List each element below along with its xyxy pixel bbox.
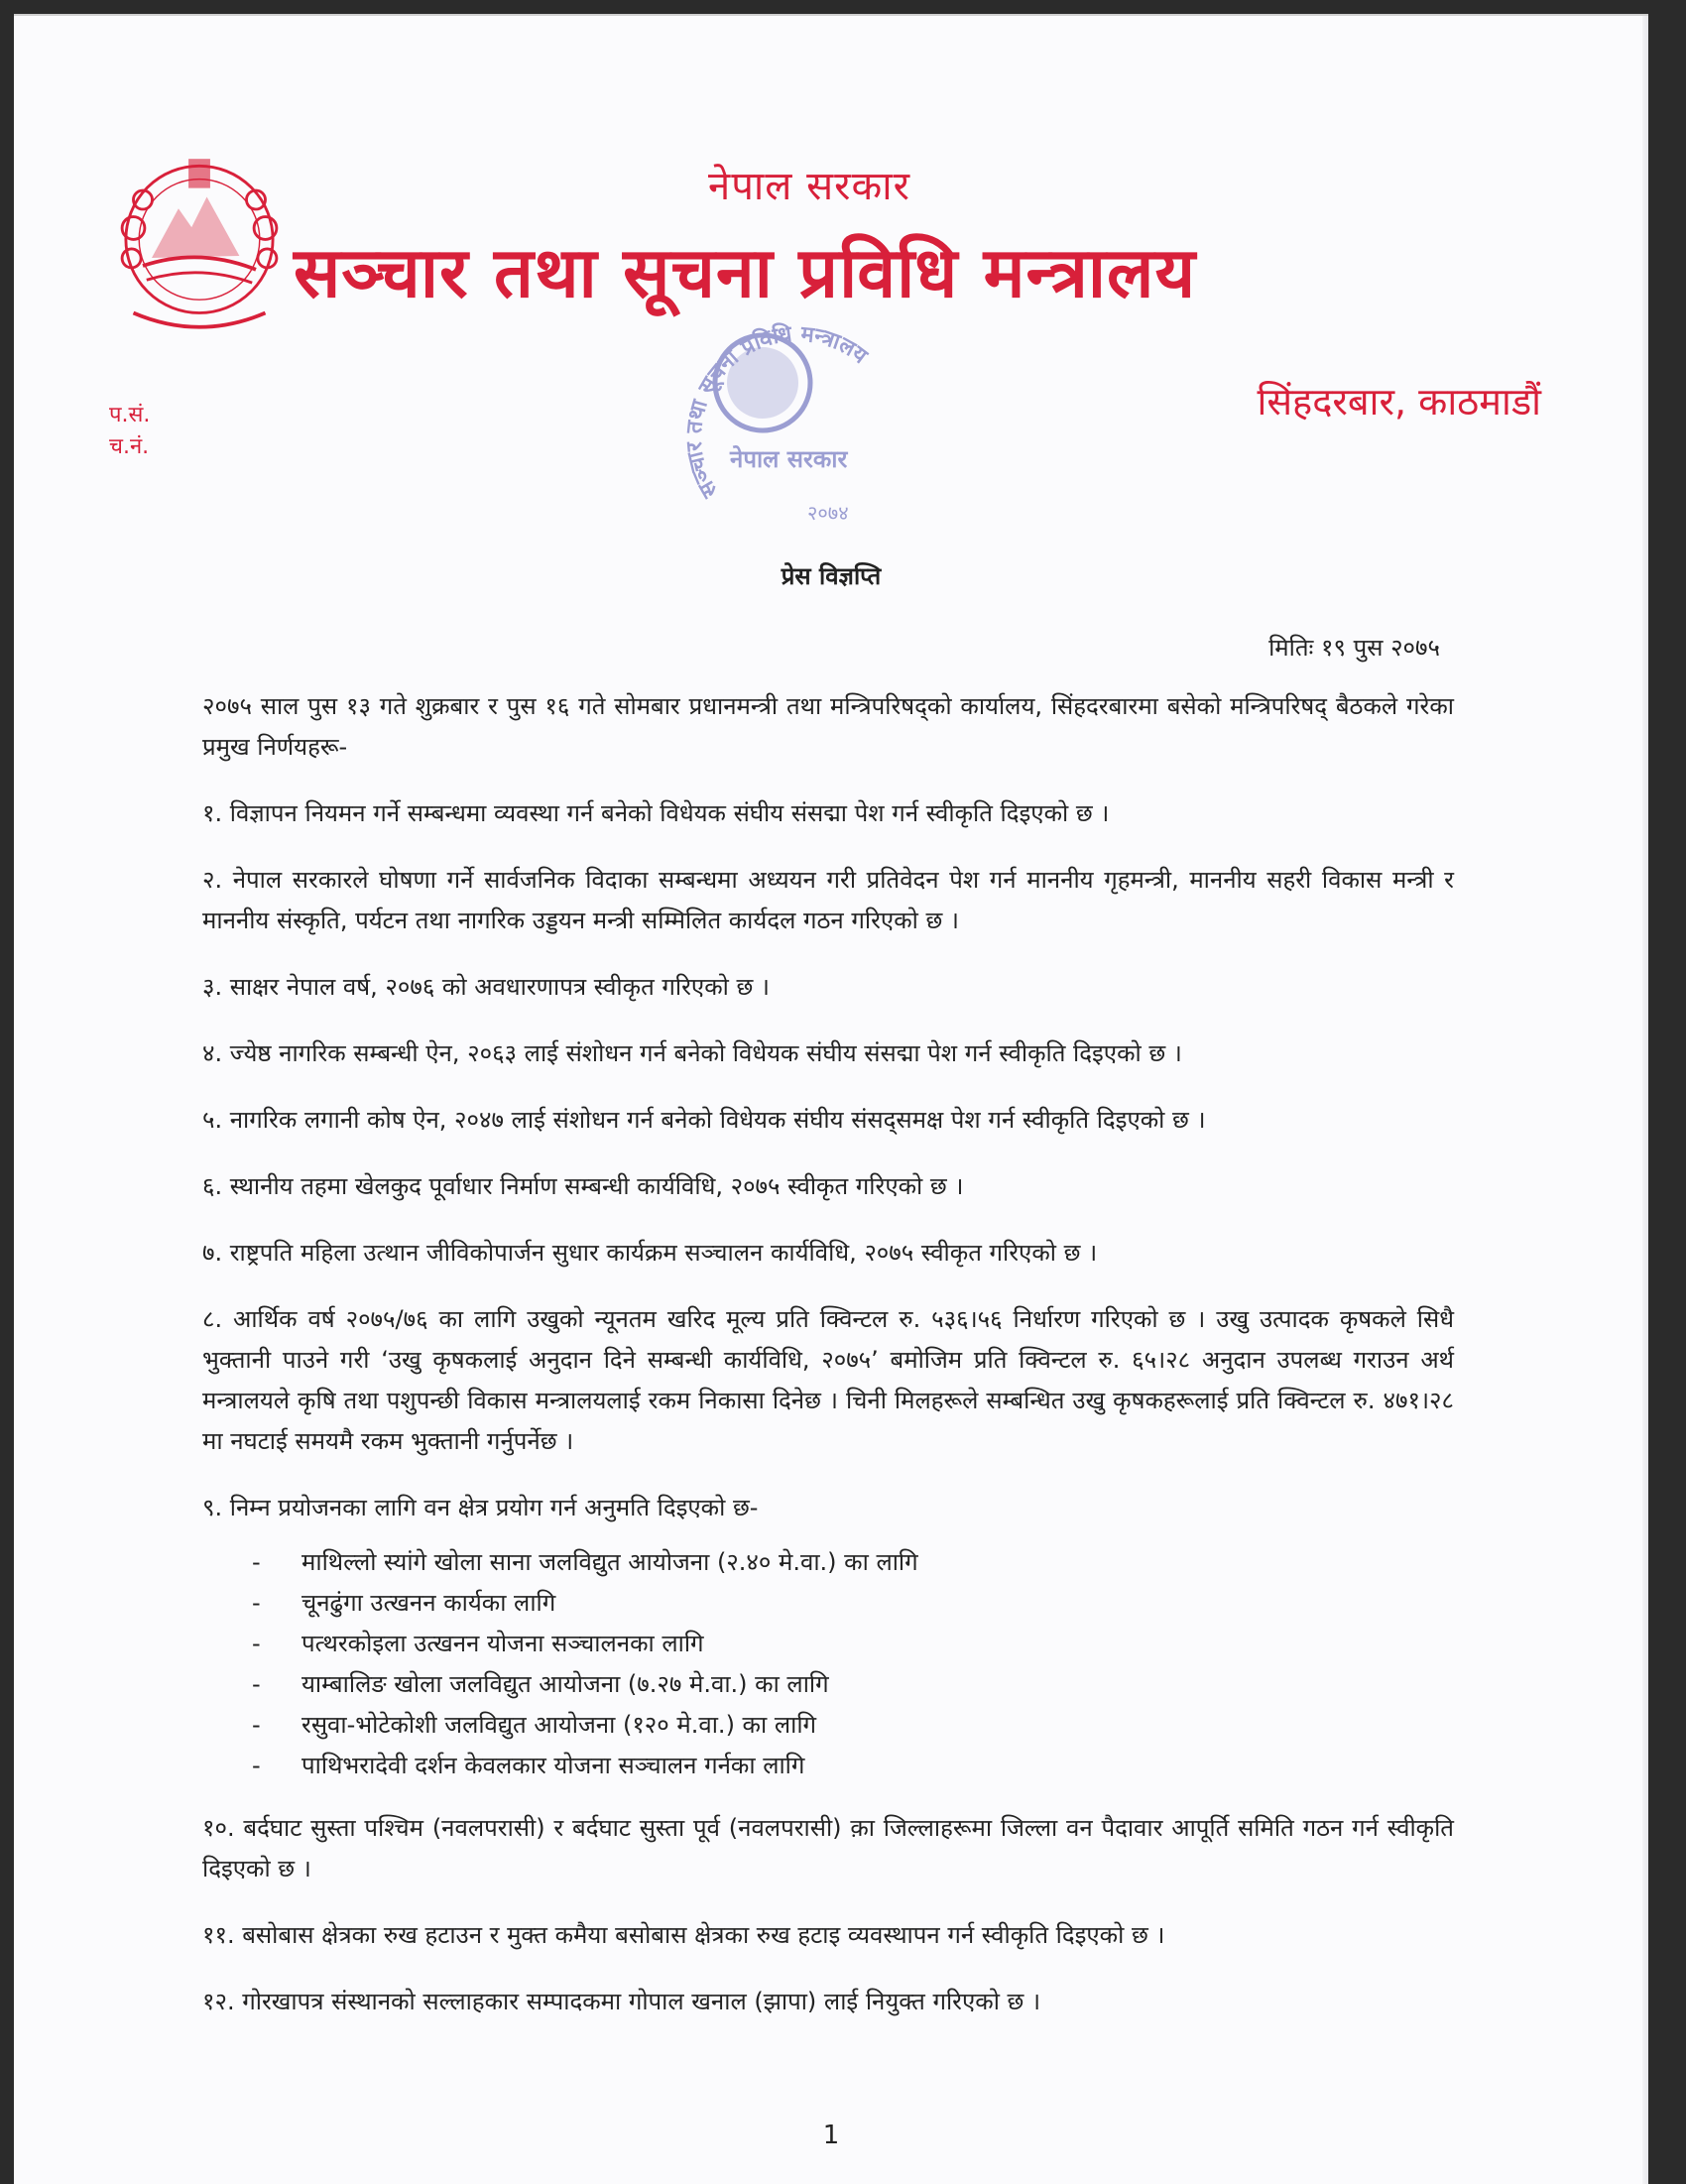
page-number: 1 [822, 2121, 840, 2150]
decision-6: ६. स्थानीय तहमा खेलकुद पूर्वाधार निर्माण सम्बन्धी कार्यविधि, २०७५ स्वीकृत गरिएको छ । [202, 1172, 964, 1200]
document-page [14, 14, 1648, 2184]
stamp-line1: नेपाल सरकार [730, 445, 848, 473]
decision-11: ११. बसोबास क्षेत्रका रुख हटाउन र मुक्त कमैया बसोबास क्षेत्रका रुख हटाइ व्यवस्थापन गर्न स्वीकृति दिइएको छ । [202, 1921, 1165, 1949]
document-title: प्रेस विज्ञप्ति [781, 562, 882, 590]
list-item: - याम्बालिङ खोला जलविद्युत आयोजना (७.२७ मे.वा.) का लागि [252, 1664, 1454, 1705]
list-item: - पाथिभरादेवी दर्शन केवलकार योजना सञ्चालन गर्नका लागि [252, 1746, 1454, 1786]
decision-9: ९. निम्न प्रयोजनका लागि वन क्षेत्र प्रयोग गर्न अनुमति दिइएको छ- [202, 1494, 759, 1521]
document-body [202, 686, 1454, 2048]
reference-number-label: प.सं. [109, 403, 151, 427]
decision-12: १२. गोरखापत्र संस्थानको सल्लाहकार सम्पादकमा गोपाल खनाल (झापा) लाई नियुक्त गरिएको छ । [202, 1988, 1041, 2015]
list-item: - माथिल्लो स्यांगे खोला साना जलविद्युत आयोजना (२.४० मे.वा.) का लागि [252, 1542, 1454, 1583]
decision-8: ८. आर्थिक वर्ष २०७५/७६ का लागि उखुको न्यूनतम खरिद मूल्य प्रति क्विन्टल रु. ५३६।५६ निर्धारण गरिएको छ । उखु उत्पादक कृषकले सिधै भुक्तानी पाउने गरी ‘उखु कृषकलाई अनुदान दिने सम्बन्धी कार्यविधि, २०७५’ बमोजिम प्रति क्विन्टल रु. ६५।२८ अनुदान उपलब्ध गराउन अर्थ मन्त्रालयले कृषि तथा पशुपन्छी विकास मन्त्रालयलाई रकम निकासा दिनेछ । चिनी मिलहरूले सम्बन्धित उखु कृषकहरूलाई प्रति क्विन्टल रु. ४७१।२८ मा नघटाई समयमै रकम भुक्तानी गर्नुपर्नेछ । [202, 1305, 1454, 1455]
nepal-emblem-icon [105, 153, 294, 341]
list-item: - पत्थरकोइला उत्खनन योजना सञ्चालनका लागि [252, 1624, 1454, 1664]
decision-4: ४. ज्येष्ठ नागरिक सम्बन्धी ऐन, २०६३ लाई संशोधन गर्न बनेको विधेयक संघीय संसद्मा पेश गर्न स्वीकृति दिइएको छ । [202, 1039, 1182, 1067]
official-stamp [659, 294, 906, 532]
decision-7: ७. राष्ट्रपति महिला उत्थान जीविकोपार्जन सुधार कार्यक्रम सञ्चालन कार्यविधि, २०७५ स्वीकृत गरिएको छ । [202, 1239, 1098, 1267]
list-item: - चूनढुंगा उत्खनन कार्यका लागि [252, 1583, 1454, 1624]
ministry-name: सञ्चार तथा सूचना प्रविधि मन्त्रालय [294, 232, 1197, 313]
decision-2: २. नेपाल सरकारले घोषणा गर्ने सार्वजनिक विदाका सम्बन्धमा अध्ययन गरी प्रतिवेदन पेश गर्न माननीय गृहमन्त्री, माननीय सहरी विकास मन्त्री र माननीय संस्कृति, पर्यटन तथा नागरिक उड्डयन मन्त्री सम्मिलित कार्यदल गठन गरिएको छ । [202, 866, 1454, 934]
address: सिंहदरबार, काठमाडौं [1257, 380, 1541, 424]
decision-5: ५. नागरिक लगानी कोष ऐन, २०४७ लाई संशोधन गर्न बनेको विधेयक संघीय संसद्समक्ष पेश गर्न स्वीकृति दिइएको छ । [202, 1106, 1206, 1134]
decision-10: १०. बर्दघाट सुस्ता पश्चिम (नवलपरासी) र बर्दघाट सुस्ता पूर्व (नवलपरासी) क़ा जिल्लाहरूमा जिल्ला वन पैदावार आपूर्ति समिति गठन गर्न स्वीकृति दिइएको छ । [202, 1814, 1454, 1882]
stamp-year: २०७४ [807, 501, 849, 525]
government-name: नेपाल सरकार [708, 164, 910, 209]
scan-edge [1642, 16, 1648, 2184]
intro-paragraph: २०७५ साल पुस १३ गते शुक्रबार र पुस १६ गते सोमबार प्रधानमन्त्री तथा मन्त्रिपरिषद्को कार्यालय, सिंहदरबारमा बसेको मन्त्रिपरिषद् बैठकले गरेका प्रमुख निर्णयहरू- [202, 692, 1454, 761]
decision-3: ३. साक्षर नेपाल वर्ष, २०७६ को अवधारणापत्र स्वीकृत गरिएको छ । [202, 973, 771, 1001]
list-item: - रसुवा-भोटेकोशी जलविद्युत आयोजना (१२० मे.वा.) का लागि [252, 1705, 1454, 1746]
forest-use-list [202, 1542, 1454, 1786]
document-date: मितिः १९ पुस २०७५ [1268, 634, 1440, 662]
stamp-text: सञ्चार तथा सूचना प्रविधि मन्त्रालय [681, 321, 872, 502]
decision-1: १. विज्ञापन नियमन गर्ने सम्बन्धमा व्यवस्था गर्न बनेको विधेयक संघीय संसद्मा पेश गर्न स्वीकृति दिइएको छ । [202, 799, 1110, 827]
dispatch-number-label: च.नं. [109, 434, 150, 459]
